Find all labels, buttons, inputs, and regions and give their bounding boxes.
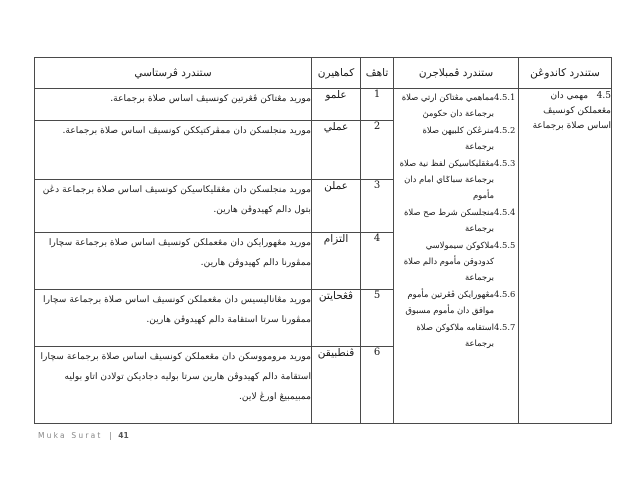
learning-standard-text: مڠهورايكن ڤڠرتين مأموم موافق دان مأموم مسبوق (405, 288, 494, 316)
domain-cell: ڤنطبيقن (312, 347, 361, 424)
descriptor-cell: موريد منجلسكن دان ممڤركتيككن كونسيڤ اساس صلاة برجماعة. (35, 121, 312, 180)
learning-standard-item (394, 122, 518, 155)
table-row (35, 89, 612, 121)
learning-standard-number: 4.5.2 (494, 124, 516, 135)
learning-standard-number: 4.5.1 (494, 92, 516, 102)
standards-table (34, 57, 612, 424)
level-cell: 2 (361, 121, 394, 180)
learning-standard-number: 4.5.3 (494, 157, 516, 168)
descriptor-cell: موريد مڠهورايكن دان مڠعملكن كونسيڤ اساس صلاة برجماعة سچارا ممڤورنا دالم كهيدوڤن هارين. (35, 233, 312, 290)
footer-separator: | (109, 431, 112, 440)
learning-standard-item (394, 155, 518, 204)
header-domain: كماهيرن (312, 58, 361, 89)
level-cell: 3 (361, 180, 394, 233)
learning-standards-cell (394, 89, 519, 424)
learning-standard-text: استقامه ملاكوكن صلاة برجماعة (416, 321, 494, 349)
level-cell: 5 (361, 290, 394, 347)
domain-cell: ڤڠحايتن (312, 290, 361, 347)
learning-standard-number: 4.5.6 (494, 288, 516, 299)
level-cell: 6 (361, 347, 394, 424)
learning-standard-text: منرڠكن كلبيهن صلاة برجماعة (422, 124, 494, 152)
learning-standard-text: مڠقليكاسيكن لفظ نية صلاة برجماعة سباݢاي امام دان مأموم (399, 157, 494, 201)
page-footer (38, 431, 129, 440)
standard-content-text: مهمي دان مڠعملكن كونسيڤ اساس صلاة برجماعة (532, 91, 611, 131)
level-cell: 4 (361, 233, 394, 290)
descriptor-cell: موريد مڠتاكن ڤڠرتين كونسيڤ اساس صلاة برجماعة. (35, 89, 312, 121)
learning-standard-text: مماهمي مڠتاكن ارتي صلاة برجماعة دان حكومڽ (401, 92, 494, 119)
learning-standard-item (394, 319, 518, 352)
page-number: 41 (118, 431, 129, 440)
learning-standard-item (394, 89, 518, 122)
header-standard-content: ستندرد كاندوڠن (519, 58, 612, 89)
header-standard-learning: ستندرد ڤمبلاجرن (394, 58, 519, 89)
domain-cell: التزام (312, 233, 361, 290)
footer-label: Muka Surat (38, 431, 103, 440)
table-header-row (35, 58, 612, 89)
level-cell: 1 (361, 89, 394, 121)
domain-cell: عملي (312, 121, 361, 180)
descriptor-cell: موريد مرومووسكن دان مڠعملكن كونسيڤ اساس صلاة برجماعة سچارا استقامة دالم كهيدوڤن هارين سرتا بوليه دجاديكن تولادن اتاو بوليه ممبيمبيڠ اورڠ لاين. (35, 347, 312, 424)
learning-standard-item (394, 286, 518, 319)
header-level: تاهڤ (361, 58, 394, 89)
learning-standard-number: 4.5.4 (494, 206, 516, 217)
learning-standard-number: 4.5.7 (494, 321, 516, 332)
descriptor-cell: موريد مڠاناليسيس دان مڠعملكن كونسيڤ اساس صلاة برجماعة سچارا ممڤورنا سرتا استقامة دالم كهيدوڤن هارين. (35, 290, 312, 347)
learning-standard-text: منجلسكن شرط صح صلاة برجماعة (403, 206, 494, 234)
learning-standard-number: 4.5.5 (494, 239, 516, 250)
learning-standard-item (394, 204, 518, 237)
descriptor-cell: موريد منجلسكن دان مڠقليكاسيكن كونسيڤ اساس صلاة برجماعة دڠن بتول دالم كهيدوڤن هارين. (35, 180, 312, 233)
learning-standard-text: ملاكوكن سيمولاسي كدودوقن مأموم دالم صلاة برجماعة (403, 239, 494, 283)
header-descriptor: ستندرد ڤرستاسي (35, 58, 312, 89)
standard-content-number: 4.5 (596, 91, 611, 101)
domain-cell: علمو (312, 89, 361, 121)
learning-standard-item (394, 237, 518, 286)
standard-content-cell (519, 89, 612, 424)
domain-cell: عملن (312, 180, 361, 233)
